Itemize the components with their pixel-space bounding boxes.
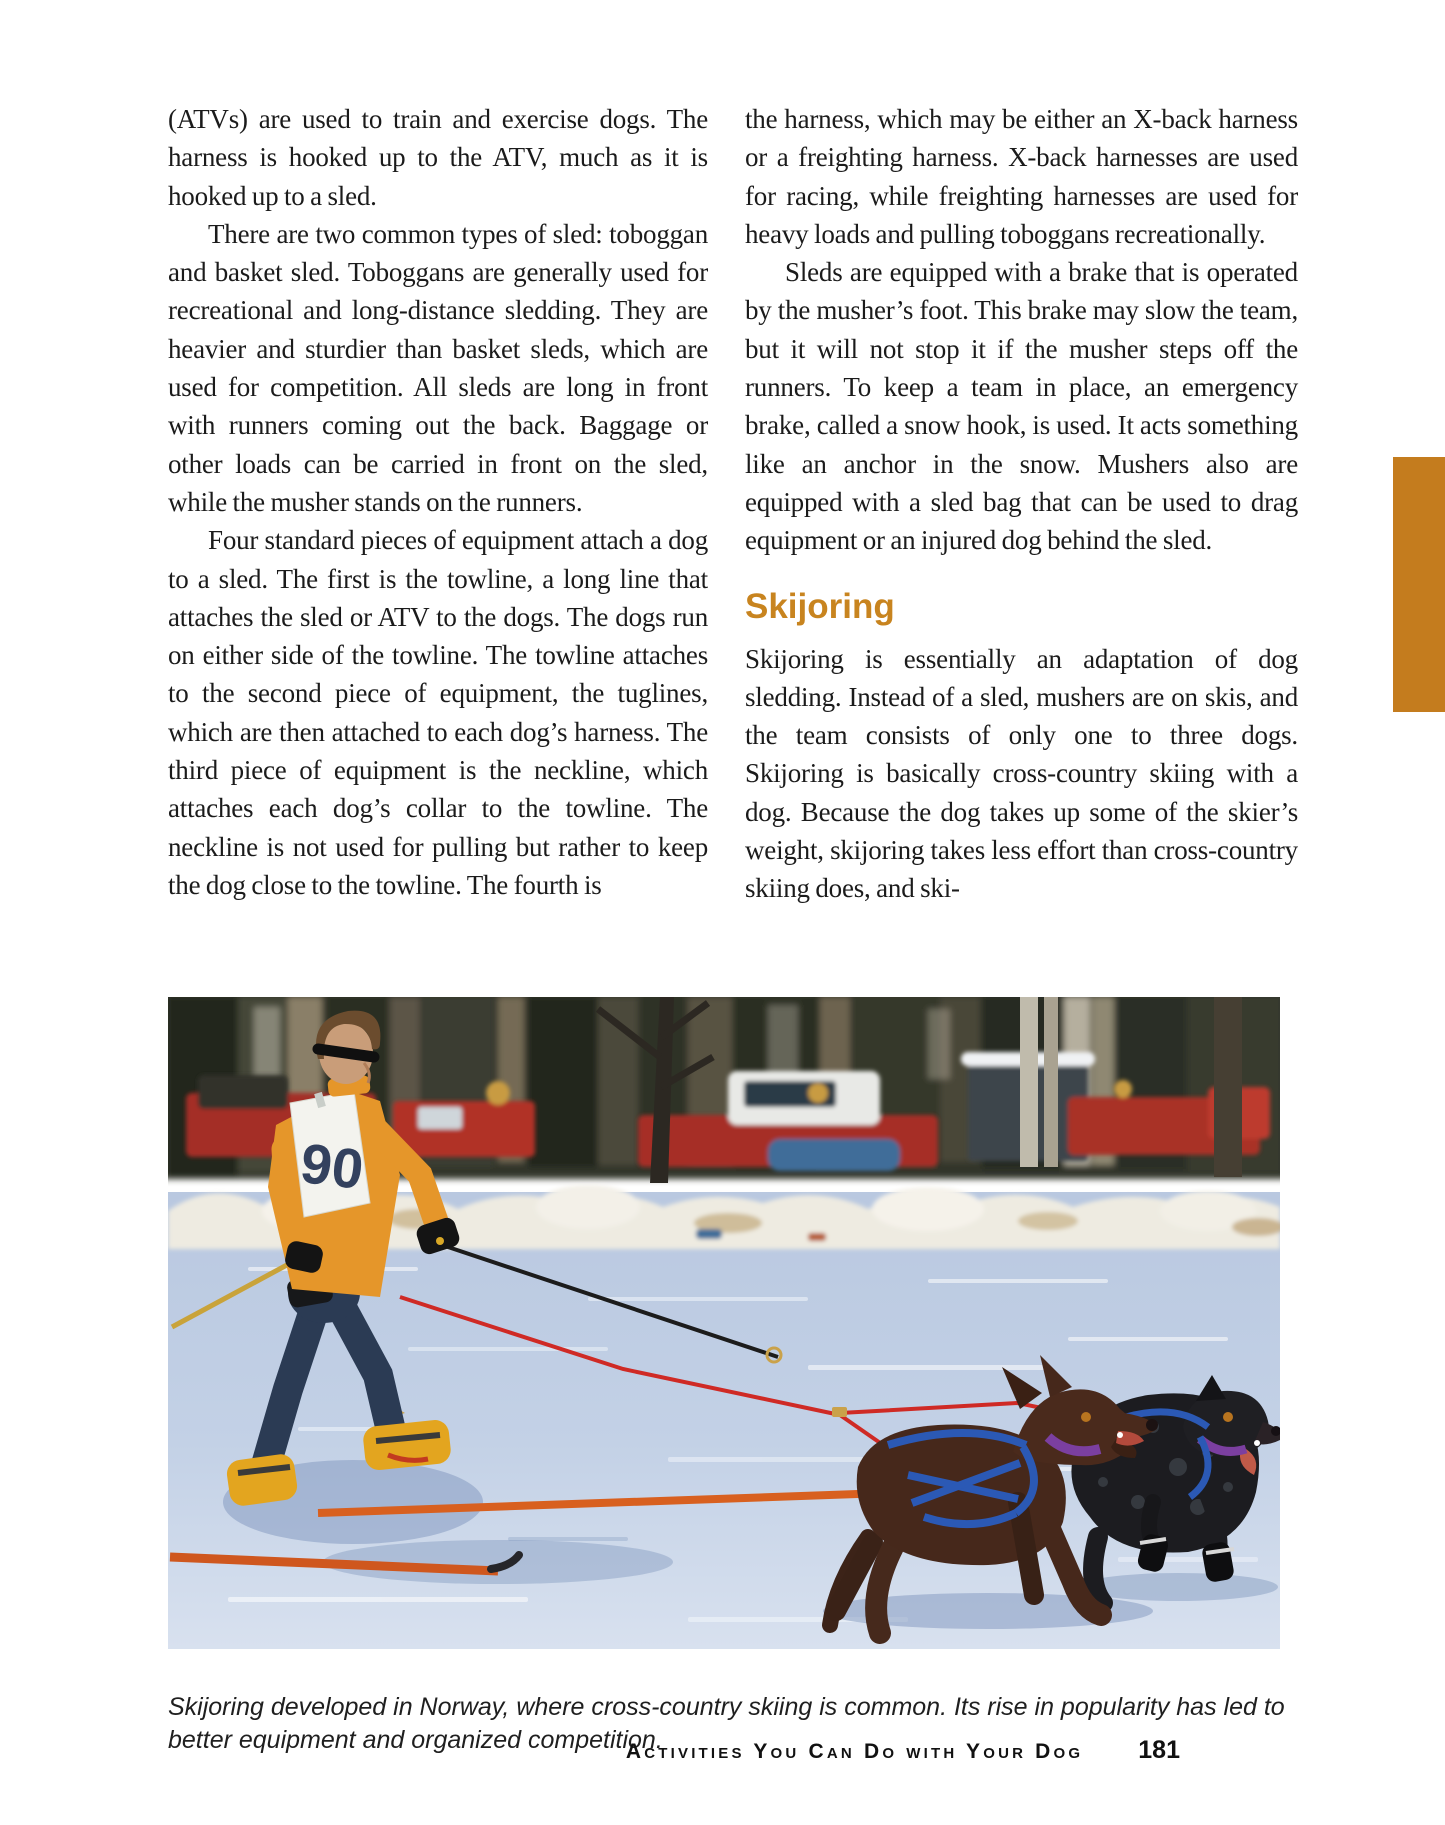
paragraph: Sleds are equipped with a brake that is operated by the musher’s foot. This brake may slow the team, but it will not stop it if the musher steps off the runners. To keep a team in place, an emergency brake, called a snow hook, is used. It acts something like an anchor in the snow. Mushers also are equipped with a sled bag that can be used to drag equipment or an injured dog behind the sled. bbox=[745, 257, 1298, 556]
paragraph: There are two common types of sled: toboggan and basket sled. Toboggans are generally used for recreational and long-distance sledding. They are heavier and sturdier than basket sleds, which are used for competition. All sleds are long in front with runners coming out the back. Baggage or other loads can be carried in front on the sled, while the musher stands on the runners. bbox=[168, 218, 708, 517]
bib-number: 90 bbox=[297, 1131, 367, 1202]
right-column bbox=[745, 100, 1298, 908]
photo-caption: Skijoring developed in Norway, where cross-country skiing is common. Its rise in popularity has led to better equipment and organized competition. bbox=[168, 1693, 1285, 1754]
page-number: 181 bbox=[1138, 1736, 1180, 1764]
chapter-edge-tab bbox=[1393, 457, 1445, 712]
left-column bbox=[168, 100, 708, 904]
paragraph: Skijoring is essentially an adaptation of dog sledding. Instead of a sled, mushers are on skis, and the team consists of only one to three dogs. Skijoring is basically cross-country skiing with a dog. Because the dog takes up some of the skier’s weight, skijoring takes less effort than cross-country skiing does, and ski- bbox=[745, 643, 1298, 904]
section-heading-skijoring: Skijoring bbox=[745, 586, 895, 626]
paragraph: the harness, which may be either an X-back harness or a freighting harness. X-back harnesses are used for racing, while freighting harnesses are used for heavy loads and pulling toboggans recreationally. bbox=[745, 104, 1298, 249]
page-footer bbox=[0, 1736, 1180, 1765]
paragraph: Four standard pieces of equipment attach a dog to a sled. The first is the towline, a long line that attaches the sled or ATV to the dogs. The dogs run on either side of the towline. The towline attaches to the second piece of equipment, the tuglines, which are then attached to each dog’s harness. The third piece of equipment is the neckline, which attaches each dog’s collar to the towline. The neckline is not used for pulling but rather to keep the dog close to the towline. The fourth is bbox=[168, 525, 708, 900]
footer-running-title: Activities You Can Do with Your Dog bbox=[625, 1740, 1084, 1763]
skijoring-photo-art bbox=[168, 997, 1280, 1649]
skijoring-photo bbox=[168, 997, 1280, 1649]
paragraph: (ATVs) are used to train and exercise dogs. The harness is hooked up to the ATV, much as it is hooked up to a sled. bbox=[168, 104, 708, 211]
